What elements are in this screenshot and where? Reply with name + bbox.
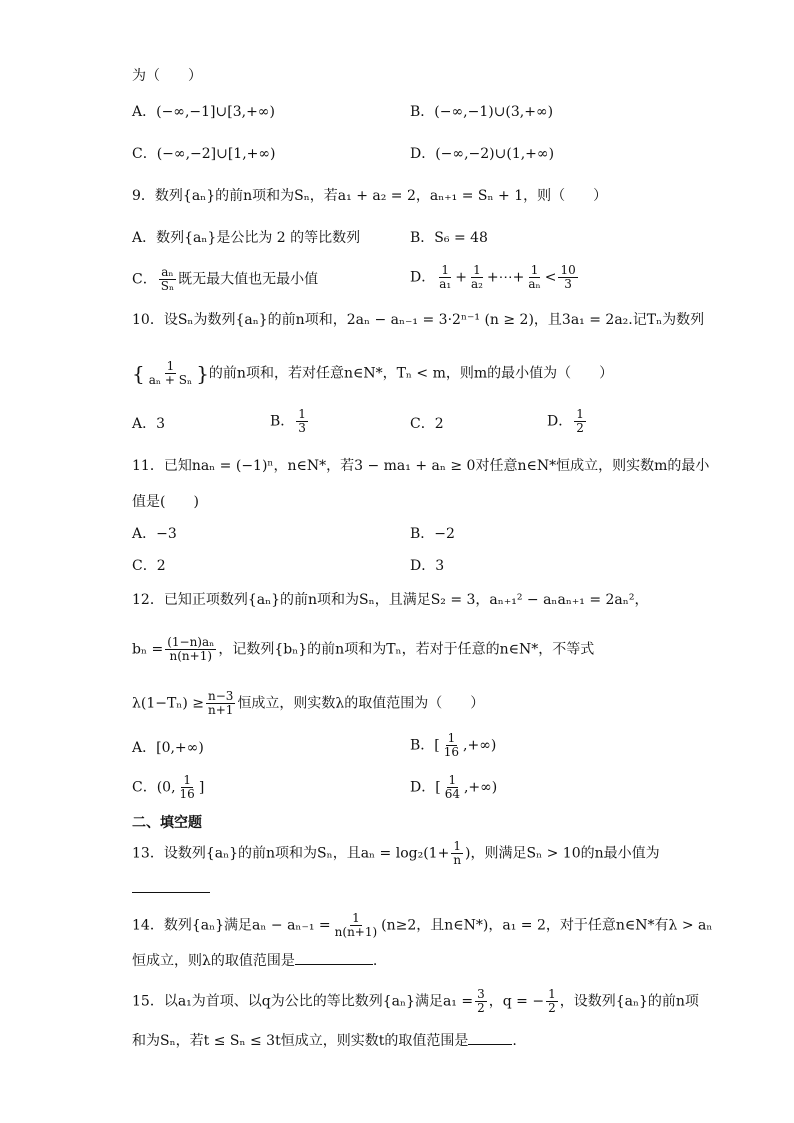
q9-d-frac2 xyxy=(469,264,485,291)
q8-option-c: C．(−∞,−2]∪[1,+∞) xyxy=(132,146,276,162)
q9-c-label: C． xyxy=(132,271,157,288)
q14-stem-1 xyxy=(132,912,712,939)
q15-stem-pre: 15．以a₁为首项、以q为公比的等比数列{aₙ}满足a₁ = xyxy=(132,993,474,1010)
q15-frac1-num: 3 xyxy=(477,987,485,1001)
q8-option-d: D．(−∞,−2)∪(1,+∞) xyxy=(410,146,555,162)
q13-fraction xyxy=(451,840,463,867)
q13-stem-pre: 13．设数列{aₙ}的前n项和为Sₙ，且aₙ = log₂(1+ xyxy=(132,845,450,862)
q12-ineq-fraction xyxy=(206,690,235,717)
q12-b-den: n(n+1) xyxy=(169,649,213,663)
q10-stem-1: 10．设Sₙ为数列{aₙ}的前n项和，2aₙ − aₙ₋₁ = 3·2ⁿ⁻¹ (n ≥ 2)，且3a₁ = 2a₂.记Tₙ为数列 xyxy=(132,312,705,328)
q12-inequality: λ(1−Tₙ) ≥ xyxy=(132,695,205,712)
q11-stem-1: 11．已知naₙ = (−1)ⁿ，n∈N*，若3 − ma₁ + aₙ ≥ 0对任意n∈N*恒成立，则实数m的最小 xyxy=(132,458,710,474)
q8-option-b: B．(−∞,−1)∪(3,+∞) xyxy=(410,104,554,120)
q10-option-c: C．2 xyxy=(410,416,444,432)
q12-option-b xyxy=(410,732,496,759)
q15-line2-text: 和为Sₙ，若t ≤ Sₙ ≤ 3t恒成立，则实数t的取值范围是 xyxy=(132,1033,469,1049)
q14-answer-blank[interactable] xyxy=(295,950,373,965)
q11-option-d: D．3 xyxy=(410,558,445,574)
q10-d-num: 1 xyxy=(576,407,584,421)
q9-c-text: 既无最大值也无最小值 xyxy=(178,271,319,288)
q15-stem-2 xyxy=(132,1030,517,1051)
q12-optd-den: 64 xyxy=(444,787,460,801)
q10-option-b xyxy=(270,408,310,435)
q11-option-c: C．2 xyxy=(132,558,166,574)
q12-ineq-num: n−3 xyxy=(208,689,234,703)
q12-option-d xyxy=(410,774,497,801)
q9-d-frac4 xyxy=(558,264,577,291)
q11-option-a: A．−3 xyxy=(132,526,177,542)
q10-brace-left: { xyxy=(132,361,145,386)
q14-line2-text: 恒成立，则λ的取值范围是 xyxy=(132,953,295,969)
q10-option-a: A．3 xyxy=(132,416,166,432)
q12-optc-tail: ] xyxy=(198,779,205,796)
q12-optb-den: 16 xyxy=(443,745,460,759)
q10-option-d xyxy=(547,408,588,435)
q10-frac-num: 1 xyxy=(166,359,175,373)
q9-d-frac4-num: 10 xyxy=(560,263,576,277)
q15-frac2-num: 1 xyxy=(548,987,556,1001)
q12-b-label: B．[ xyxy=(410,737,440,754)
q9-c-num: aₙ xyxy=(161,265,174,279)
q9-c-den: Sₙ xyxy=(160,279,175,293)
q15-frac2-den: 2 xyxy=(548,1001,556,1015)
q8-option-a: A．(−∞,−1]∪[3,+∞) xyxy=(132,104,275,120)
q14-num: 1 xyxy=(352,911,360,925)
q15-stem-post: ，设数列{aₙ}的前n项 xyxy=(559,993,699,1010)
q15-end-period: . xyxy=(512,1033,517,1049)
q9-c-fraction xyxy=(159,266,176,293)
q9-d-frac1 xyxy=(437,264,453,291)
q9-d-frac2-den: a₂ xyxy=(470,277,483,291)
q9-option-d xyxy=(410,264,580,291)
q11-stem-2: 值是( ) xyxy=(132,494,199,510)
q14-den: n(n+1) xyxy=(334,925,378,939)
q9-option-a: A．数列{aₙ}是公比为 2 的等比数列 xyxy=(132,230,361,246)
q8-stem-tail: 为（ ） xyxy=(132,68,202,84)
q12-stem-2-text: ，记数列{bₙ}的前n项和为Tₙ，若对于任意的n∈N*，不等式 xyxy=(218,641,595,658)
q12-option-c xyxy=(132,774,204,801)
q15-stem-1 xyxy=(132,988,699,1015)
q12-b-def: bₙ = xyxy=(132,641,164,658)
q9-option-c xyxy=(132,266,318,293)
q9-d-label: D． xyxy=(410,269,436,286)
q10-b-num: 1 xyxy=(298,407,306,421)
q9-d-frac4-den: 3 xyxy=(564,277,572,291)
q13-answer-blank[interactable] xyxy=(132,878,210,899)
q14-fraction xyxy=(333,912,380,939)
q9-d-frac1-den: a₁ xyxy=(439,277,452,291)
q10-b-fraction xyxy=(296,408,308,435)
q12-optd-num: 1 xyxy=(448,773,457,787)
q10-stem-2-text: 的前n项和，若对任意n∈N*，Tₙ < m，则m的最小值为（ ） xyxy=(208,365,614,382)
q12-b-num: (1−n)aₙ xyxy=(167,635,215,649)
q13-den: n xyxy=(453,853,462,867)
q10-d-label: D． xyxy=(547,413,573,430)
q10-fraction xyxy=(147,360,194,387)
q9-d-lt: < xyxy=(544,269,557,286)
q12-d-label: D．[ xyxy=(410,779,441,796)
q9-d-frac3-num: 1 xyxy=(530,263,539,277)
q9-d-frac2-num: 1 xyxy=(473,263,481,277)
q15-answer-blank[interactable] xyxy=(468,1030,512,1045)
q9-d-plus: + xyxy=(455,269,467,286)
q12-stem-2 xyxy=(132,636,594,663)
section-heading-fill-in: 二、填空题 xyxy=(132,815,202,831)
q15-frac2 xyxy=(546,988,558,1015)
q12-stem-3-text: 恒成立，则实数λ的取值范围为（ ） xyxy=(237,695,485,712)
q9-d-dots: +⋯+ xyxy=(486,269,525,286)
q15-frac1 xyxy=(475,988,487,1015)
q12-b-fraction xyxy=(165,636,216,663)
q9-d-frac3 xyxy=(526,264,542,291)
q12-optb-tail: ,+∞) xyxy=(463,737,497,754)
q9-d-frac1-num: 1 xyxy=(441,263,450,277)
q14-stem-pre: 14．数列{aₙ}满足aₙ − aₙ₋₁ = xyxy=(132,917,331,934)
q12-ineq-den: n+1 xyxy=(208,703,234,717)
q13-stem xyxy=(132,840,660,867)
q14-end-period: . xyxy=(372,953,378,969)
q12-optc-den: 16 xyxy=(179,787,195,801)
q10-b-label: B． xyxy=(270,413,295,430)
q10-stem-2 xyxy=(132,360,613,387)
q10-frac-den: aₙ + Sₙ xyxy=(148,373,193,387)
q12-option-a: A．[0,+∞) xyxy=(132,740,204,756)
q9-option-b: B．S₆ = 48 xyxy=(410,230,488,246)
q10-b-den: 3 xyxy=(298,421,306,435)
q14-stem-post: (n≥2，且n∈N*)，a₁ = 2，对于任意n∈N*有λ > aₙ xyxy=(381,917,713,934)
q12-stem-1: 12．已知正项数列{aₙ}的前n项和为Sₙ，且满足S₂ = 3，aₙ₊₁² − aₙaₙ₊₁ = 2aₙ²， xyxy=(132,592,649,608)
q9-stem: 9．数列{aₙ}的前n项和为Sₙ，若a₁ + a₂ = 2，aₙ₊₁ = Sₙ + 1，则（ ） xyxy=(132,188,608,204)
q12-optc-num: 1 xyxy=(183,773,191,787)
q12-optb-fraction xyxy=(442,732,461,759)
q12-optb-num: 1 xyxy=(447,731,456,745)
q15-stem-mid: ，q = − xyxy=(488,993,545,1010)
q9-d-frac3-den: aₙ xyxy=(528,277,541,291)
q10-brace-right: } xyxy=(196,361,209,386)
q12-stem-3 xyxy=(132,690,484,717)
q12-optc-fraction xyxy=(178,774,197,801)
q12-optd-fraction xyxy=(443,774,462,801)
q11-option-b: B．−2 xyxy=(410,526,455,542)
q12-optd-tail: ,+∞) xyxy=(463,779,498,796)
q13-stem-post: )，则满足Sₙ > 10的n最小值为 xyxy=(465,845,660,862)
q12-c-label: C．(0, xyxy=(132,779,176,796)
q10-d-den: 2 xyxy=(576,421,584,435)
q13-num: 1 xyxy=(453,839,461,853)
q14-stem-2 xyxy=(132,950,377,971)
q10-d-fraction xyxy=(574,408,586,435)
q15-frac1-den: 2 xyxy=(477,1001,485,1015)
